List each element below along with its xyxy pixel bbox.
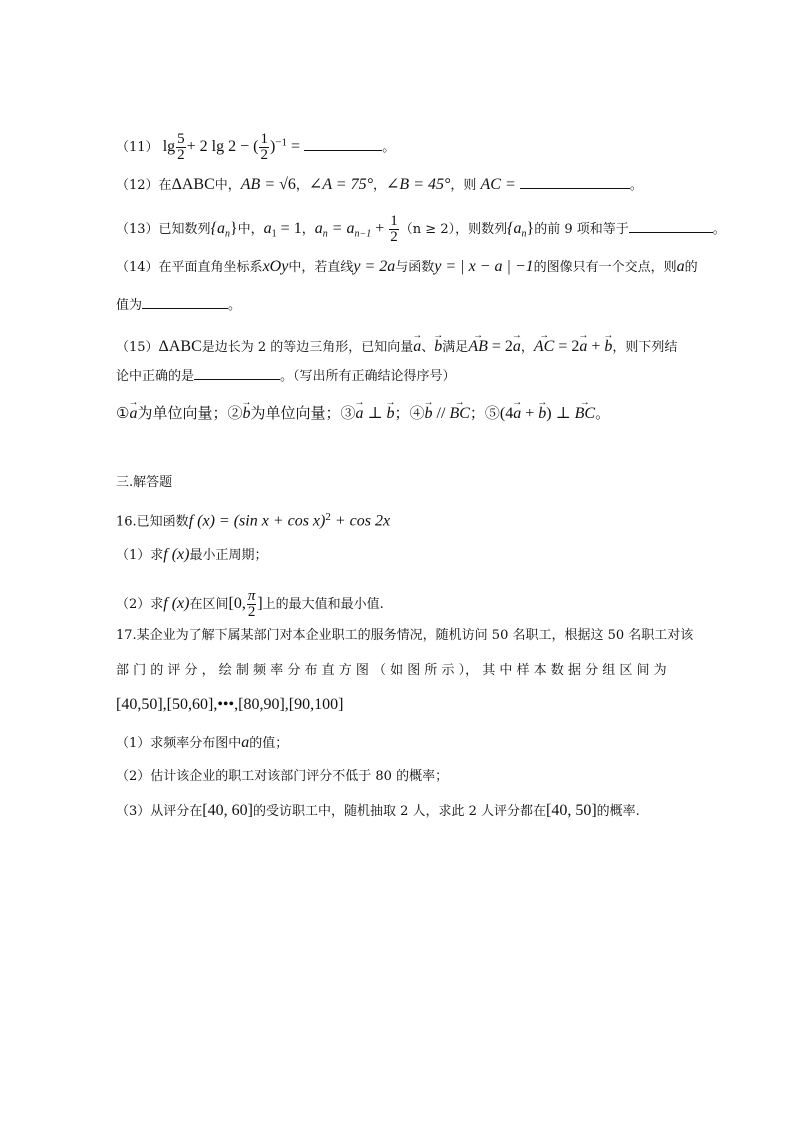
numerator: 1 xyxy=(390,213,398,229)
part-number: （1）求 xyxy=(116,548,164,563)
math-text: + xyxy=(521,405,539,422)
question-11 xyxy=(116,132,395,163)
answer-blank[interactable] xyxy=(304,150,382,151)
math-text: + 2 lg 2 − ( xyxy=(186,138,259,155)
math-text: + xyxy=(371,220,389,237)
denominator: 2 xyxy=(260,147,268,163)
option-marker: ① xyxy=(116,404,130,422)
subscript: n xyxy=(224,228,230,240)
math-text: = 2 xyxy=(487,338,513,355)
question-text: （3）从评分在 xyxy=(116,804,203,819)
question-17-line2: 部 门 的 评 分 ， 绘 制 频 率 分 布 直 方 图 （ 如 图 所 示 ）， 其 中 样 本 数 据 分 组 区 间 为 xyxy=(116,663,667,678)
question-15-line2 xyxy=(116,368,456,386)
vector-b: → b xyxy=(434,338,442,356)
punctuation: 。 xyxy=(228,298,242,313)
question-number: （14） xyxy=(116,260,159,275)
question-text: （1）求频率分布图中 xyxy=(116,736,242,751)
fraction xyxy=(176,132,186,163)
question-text: ，则 xyxy=(450,178,481,193)
option-text: ；④ xyxy=(394,404,425,422)
math-text: AC = xyxy=(480,176,516,193)
math-text: a xyxy=(676,258,685,275)
question-text: ，则下列结 xyxy=(612,340,678,355)
numerator: 1 xyxy=(260,131,268,147)
math-text: ) ⊥ xyxy=(546,405,575,422)
math-text: ] xyxy=(257,595,263,612)
section-heading: 三.解答题 xyxy=(116,475,173,490)
option-text: 为单位向量；② xyxy=(137,404,243,422)
vector-a: → a xyxy=(129,405,137,423)
vector-b: → b xyxy=(387,405,395,423)
math-text: ⊥ xyxy=(363,405,387,422)
answer-blank[interactable] xyxy=(520,188,630,189)
math-text: ∠A = 75° xyxy=(308,176,373,193)
question-text: 中， xyxy=(214,178,241,193)
vector-a: → a xyxy=(579,338,587,356)
punctuation: 。 xyxy=(629,178,643,193)
math-text: a xyxy=(263,220,272,237)
math-text: lg xyxy=(162,138,176,155)
punctuation: 。 xyxy=(712,222,726,237)
subscript: 1 xyxy=(271,228,277,240)
answer-blank[interactable] xyxy=(194,379,280,380)
math-text: [40, 60] xyxy=(202,802,253,819)
math-text: ) xyxy=(269,138,276,155)
question-16-part2 xyxy=(116,589,384,620)
question-text: ， xyxy=(301,222,315,237)
question-text: 与函数 xyxy=(395,260,435,275)
option-text: 为单位向量；③ xyxy=(250,404,356,422)
math-text: AB = xyxy=(240,176,280,193)
question-text: 中，若直线 xyxy=(288,260,354,275)
vector-bc: → BC xyxy=(575,405,595,423)
exponent: −1 xyxy=(275,136,288,149)
vector-b: → b xyxy=(425,405,433,423)
question-17-line3 xyxy=(116,696,343,715)
math-text: } xyxy=(229,220,238,237)
subscript: n xyxy=(322,228,328,240)
question-number: （13） xyxy=(116,222,159,237)
question-text: 是边长为 2 的等边三角形，已知向量 xyxy=(201,340,414,355)
question-text: 16.已知函数 xyxy=(116,514,189,530)
math-text: = 2 xyxy=(554,338,580,355)
math-text: xOy xyxy=(262,258,289,275)
question-text: 最小正周期； xyxy=(189,548,268,563)
math-text: ΔABC xyxy=(158,338,202,355)
fraction xyxy=(247,589,257,620)
math-text: f (x) xyxy=(163,546,190,563)
vector-ab: → AB xyxy=(468,338,488,356)
question-text: 在区间 xyxy=(189,597,229,612)
question-text: 的前 9 项和等于 xyxy=(534,222,629,237)
part-number: （2）求 xyxy=(116,597,164,612)
vector-a: → a xyxy=(413,338,421,356)
question-15-options xyxy=(116,404,610,423)
math-text: y = | x − a | −1 xyxy=(434,258,534,275)
vector-a: → a xyxy=(513,405,521,423)
vector-ac: → AC xyxy=(534,338,554,356)
math-text: ∠B = 45° xyxy=(386,176,451,193)
vector-a: → a xyxy=(355,405,363,423)
math-text: {a xyxy=(507,220,522,237)
subscript: n−1 xyxy=(354,228,372,240)
question-text: 的 xyxy=(684,260,698,275)
question-16 xyxy=(116,508,390,531)
math-text: = xyxy=(287,138,301,155)
question-text: 满足 xyxy=(442,340,469,355)
fraction xyxy=(259,132,269,163)
question-13 xyxy=(116,214,726,245)
math-text: y = 2a xyxy=(353,258,396,275)
answer-blank[interactable] xyxy=(142,308,228,309)
question-text: ， xyxy=(373,178,387,193)
question-17-line1: 17.某企业为了解下属某部门对本企业职工的服务情况，随机访问 50 名职工，根据这 50 名职工对该 xyxy=(116,628,694,643)
question-text: 的图像只有一个交点，则 xyxy=(533,260,677,275)
question-text: 的值； xyxy=(249,736,289,751)
math-text: ΔABC xyxy=(171,176,215,193)
denominator: 2 xyxy=(177,147,185,163)
question-text: 论中正确的是 xyxy=(116,369,195,384)
math-text: a xyxy=(241,734,250,751)
question-text: （n ≥ 2） xyxy=(399,222,456,237)
question-text: 的受访职工中，随机抽取 2 人，求此 2 人评分都在 xyxy=(252,804,547,819)
answer-blank[interactable] xyxy=(629,232,713,233)
vector-a: → a xyxy=(513,338,521,356)
numerator: π xyxy=(247,588,256,604)
vector-b: → b xyxy=(604,338,612,356)
question-number: （11） xyxy=(116,140,159,155)
math-text: + cos 2x xyxy=(330,512,391,530)
math-text: [40,50],[50,60],•••,[80,90],[90,100] xyxy=(116,696,344,713)
question-number: （15） xyxy=(116,340,159,355)
question-17-part3 xyxy=(116,802,640,821)
question-text: 、 xyxy=(421,340,435,355)
question-text: 的概率. xyxy=(596,804,640,819)
math-text: = a xyxy=(327,220,355,237)
question-16-part1 xyxy=(116,546,268,565)
question-text: ， xyxy=(520,340,534,355)
question-text: ， xyxy=(295,178,309,193)
fraction xyxy=(389,214,399,245)
question-text: 。（写出所有正确结论得序号） xyxy=(280,369,456,384)
question-text: 已知数列 xyxy=(158,222,211,237)
math-text: {a xyxy=(210,220,225,237)
numerator: 5 xyxy=(177,131,185,147)
math-text: = 1 xyxy=(276,220,302,237)
question-text: 在 xyxy=(158,178,172,193)
question-14-line2 xyxy=(116,297,241,315)
exponent: 2 xyxy=(325,511,331,523)
question-number: （12） xyxy=(116,178,159,193)
vector-b: → b xyxy=(242,405,250,423)
question-text: ，则数列 xyxy=(455,222,508,237)
question-12 xyxy=(116,176,643,195)
question-text: 值为 xyxy=(116,298,143,313)
question-15-line1 xyxy=(116,338,677,357)
question-17-part2: （2）估计该企业的职工对该部门评分不低于 80 的概率； xyxy=(116,769,449,784)
option-text: ；⑤ xyxy=(469,404,500,422)
vector-bc: → BC xyxy=(449,405,469,423)
math-text: [0, xyxy=(228,595,246,612)
math-text: (4 xyxy=(499,405,514,422)
question-17-part1 xyxy=(116,734,288,753)
subscript: n xyxy=(521,228,527,240)
math-text: + xyxy=(587,338,605,355)
denominator: 2 xyxy=(247,604,256,620)
denominator: 2 xyxy=(390,229,398,245)
question-text: 中， xyxy=(237,222,264,237)
math-text: f (x) xyxy=(163,595,190,612)
question-text: 在平面直角坐标系 xyxy=(158,260,263,275)
math-text: √6 xyxy=(279,176,296,193)
math-text: f (x) = (sin x + cos x) xyxy=(188,512,326,530)
question-14-line1 xyxy=(116,258,698,277)
math-text: // xyxy=(432,405,450,422)
math-text: } xyxy=(526,220,535,237)
math-text: a xyxy=(314,220,323,237)
math-text: [40, 50] xyxy=(546,802,597,819)
punctuation: 。 xyxy=(382,140,396,155)
vector-b: → b xyxy=(538,405,546,423)
punctuation: 。 xyxy=(595,404,611,422)
question-text: 上的最大值和最小值. xyxy=(262,597,384,612)
